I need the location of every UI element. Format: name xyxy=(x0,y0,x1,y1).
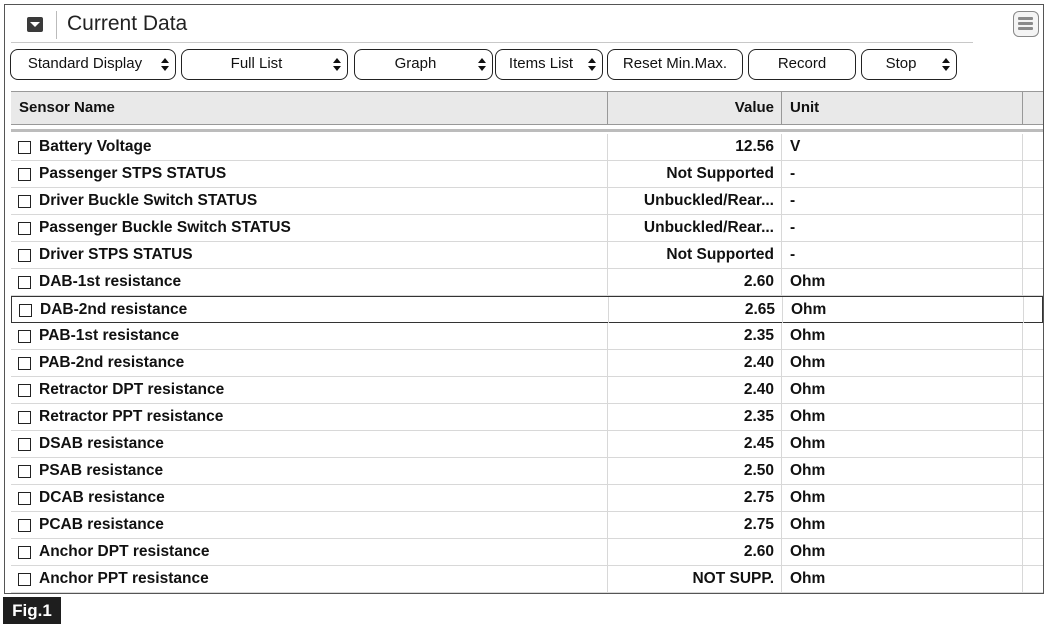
column-divider xyxy=(1022,485,1023,511)
column-divider xyxy=(781,188,782,214)
sensor-name: DAB-2nd resistance xyxy=(40,301,188,318)
sensor-name: Driver Buckle Switch STATUS xyxy=(39,192,258,209)
graph-label: Graph xyxy=(394,55,437,72)
column-divider xyxy=(608,297,609,323)
row-checkbox[interactable] xyxy=(18,195,31,208)
sensor-unit: - xyxy=(790,246,796,263)
table-row[interactable] xyxy=(11,431,1043,458)
row-checkbox[interactable] xyxy=(18,492,31,505)
sensor-value: 2.50 xyxy=(743,462,774,479)
sensor-unit: Ohm xyxy=(790,489,826,506)
reset-minmax-label: Reset Min.Max. xyxy=(622,55,728,72)
stop-select[interactable] xyxy=(861,49,957,80)
column-divider xyxy=(781,458,782,484)
sensor-value: Unbuckled/Rear... xyxy=(643,219,774,236)
row-checkbox[interactable] xyxy=(18,330,31,343)
sensor-unit: Ohm xyxy=(790,462,826,479)
row-checkbox[interactable] xyxy=(18,438,31,451)
sensor-value: 2.45 xyxy=(743,435,774,452)
row-checkbox[interactable] xyxy=(18,573,31,586)
collapse-triangle-icon[interactable] xyxy=(27,17,43,32)
panel-title-bar xyxy=(5,5,1043,45)
column-divider[interactable] xyxy=(607,92,608,124)
column-divider xyxy=(607,323,608,349)
figure-label: Fig.1 xyxy=(3,597,61,624)
sensor-name: Passenger STPS STATUS xyxy=(39,165,227,182)
graph-select[interactable] xyxy=(354,49,493,80)
toolbar xyxy=(10,49,1010,82)
column-divider xyxy=(607,215,608,241)
panel-title: Current Data xyxy=(67,12,188,35)
column-divider xyxy=(1022,242,1023,268)
row-checkbox[interactable] xyxy=(18,384,31,397)
title-separator xyxy=(56,11,57,39)
column-divider xyxy=(1022,404,1023,430)
sensor-unit: - xyxy=(790,192,796,209)
sensor-unit: Ohm xyxy=(790,381,826,398)
sensor-name: Anchor DPT resistance xyxy=(39,543,210,560)
column-divider xyxy=(781,485,782,511)
column-divider xyxy=(781,431,782,457)
column-divider xyxy=(781,377,782,403)
table-row[interactable] xyxy=(11,296,1043,323)
table-header xyxy=(11,91,1043,125)
sensor-name: PAB-2nd resistance xyxy=(39,354,185,371)
sensor-value: 2.65 xyxy=(744,301,775,318)
sensor-name: Anchor PPT resistance xyxy=(39,570,209,587)
sensor-unit: Ohm xyxy=(790,354,826,371)
column-divider[interactable] xyxy=(1022,92,1023,124)
sensor-unit: Ohm xyxy=(790,327,826,344)
sensor-name: Retractor DPT resistance xyxy=(39,381,225,398)
sensor-name: Driver STPS STATUS xyxy=(39,246,193,263)
column-divider xyxy=(607,539,608,565)
sensor-value: NOT SUPP. xyxy=(692,570,774,587)
column-divider xyxy=(781,323,782,349)
updown-arrows-icon xyxy=(478,58,486,72)
sensor-value: Not Supported xyxy=(666,165,774,182)
column-divider xyxy=(607,377,608,403)
sensor-list xyxy=(11,134,1043,594)
full-list-label: Full List xyxy=(230,55,283,72)
record-button[interactable] xyxy=(748,49,856,80)
row-checkbox[interactable] xyxy=(18,168,31,181)
column-divider xyxy=(607,350,608,376)
sensor-unit: Ohm xyxy=(790,435,826,452)
title-divider xyxy=(11,42,973,43)
table-row[interactable] xyxy=(11,485,1043,512)
sensor-value: 2.60 xyxy=(743,543,774,560)
column-divider xyxy=(1022,377,1023,403)
table-row[interactable] xyxy=(11,323,1043,350)
column-divider xyxy=(607,512,608,538)
reset-minmax-button[interactable] xyxy=(607,49,743,80)
sensor-value: 2.35 xyxy=(743,408,774,425)
sensor-unit: V xyxy=(790,138,801,155)
row-checkbox[interactable] xyxy=(18,276,31,289)
column-divider xyxy=(1022,566,1023,592)
column-divider xyxy=(1022,161,1023,187)
items-list-label: Items List xyxy=(508,55,574,72)
sensor-name: PSAB resistance xyxy=(39,462,164,479)
table-row[interactable] xyxy=(11,458,1043,485)
sensor-value: 2.75 xyxy=(743,489,774,506)
column-divider xyxy=(607,431,608,457)
column-divider xyxy=(1022,269,1023,295)
header-value[interactable]: Value xyxy=(734,99,774,116)
current-data-panel xyxy=(4,4,1044,594)
table-row[interactable] xyxy=(11,404,1043,431)
sensor-name: PAB-1st resistance xyxy=(39,327,180,344)
table-row[interactable] xyxy=(11,377,1043,404)
menu-lines-icon[interactable] xyxy=(1013,11,1039,37)
header-unit[interactable]: Unit xyxy=(790,99,820,116)
table-row[interactable] xyxy=(11,350,1043,377)
sensor-name: Retractor PPT resistance xyxy=(39,408,224,425)
column-divider xyxy=(607,242,608,268)
column-divider xyxy=(1022,539,1023,565)
row-checkbox[interactable] xyxy=(18,141,31,154)
table-row[interactable] xyxy=(11,539,1043,566)
column-divider xyxy=(1022,134,1023,160)
header-divider xyxy=(11,129,1043,132)
sensor-value: 2.35 xyxy=(743,327,774,344)
column-divider xyxy=(607,134,608,160)
sensor-name: DCAB resistance xyxy=(39,489,165,506)
full-list-select[interactable] xyxy=(181,49,348,80)
row-checkbox[interactable] xyxy=(18,249,31,262)
column-divider xyxy=(781,350,782,376)
column-divider xyxy=(781,134,782,160)
row-checkbox[interactable] xyxy=(19,304,32,317)
column-divider xyxy=(1022,323,1023,349)
sensor-value: 2.60 xyxy=(743,273,774,290)
sensor-value: 2.75 xyxy=(743,516,774,533)
sensor-unit: - xyxy=(790,165,796,182)
column-divider xyxy=(1022,188,1023,214)
table-row[interactable] xyxy=(11,566,1043,593)
column-divider xyxy=(1022,215,1023,241)
sensor-unit: Ohm xyxy=(790,273,826,290)
column-divider xyxy=(607,188,608,214)
sensor-value: Not Supported xyxy=(666,246,774,263)
row-checkbox[interactable] xyxy=(18,411,31,424)
sensor-value: Unbuckled/Rear... xyxy=(643,192,774,209)
column-divider xyxy=(781,161,782,187)
table-row[interactable] xyxy=(11,161,1043,188)
row-checkbox[interactable] xyxy=(18,222,31,235)
row-checkbox[interactable] xyxy=(18,519,31,532)
table-row[interactable] xyxy=(11,269,1043,296)
sensor-value: 2.40 xyxy=(743,381,774,398)
updown-arrows-icon xyxy=(588,58,596,72)
sensor-name: PCAB resistance xyxy=(39,516,164,533)
table-row[interactable] xyxy=(11,188,1043,215)
sensor-unit: Ohm xyxy=(791,301,827,318)
sensor-unit: - xyxy=(790,219,796,236)
items-list-select[interactable] xyxy=(495,49,603,80)
column-divider xyxy=(781,404,782,430)
row-checkbox[interactable] xyxy=(18,357,31,370)
record-label: Record xyxy=(777,55,827,72)
sensor-unit: Ohm xyxy=(790,516,826,533)
column-divider xyxy=(781,215,782,241)
column-divider xyxy=(782,297,783,323)
column-divider xyxy=(781,566,782,592)
column-divider xyxy=(1022,350,1023,376)
sensor-name: Passenger Buckle Switch STATUS xyxy=(39,219,291,236)
sensor-unit: Ohm xyxy=(790,408,826,425)
column-divider xyxy=(607,566,608,592)
sensor-unit: Ohm xyxy=(790,570,826,587)
column-divider xyxy=(781,269,782,295)
sensor-name: Battery Voltage xyxy=(39,138,152,155)
column-divider xyxy=(781,512,782,538)
column-divider xyxy=(607,485,608,511)
column-divider xyxy=(607,161,608,187)
column-divider xyxy=(1022,431,1023,457)
table-row[interactable] xyxy=(11,512,1043,539)
sensor-name: DSAB resistance xyxy=(39,435,164,452)
sensor-value: 2.40 xyxy=(743,354,774,371)
column-divider xyxy=(781,242,782,268)
table-row[interactable] xyxy=(11,134,1043,161)
sensor-unit: Ohm xyxy=(790,543,826,560)
table-row[interactable] xyxy=(11,242,1043,269)
sensor-name: DAB-1st resistance xyxy=(39,273,182,290)
column-divider xyxy=(607,458,608,484)
sensor-value: 12.56 xyxy=(735,138,774,155)
standard-display-label: Standard Display xyxy=(27,55,143,72)
column-divider xyxy=(607,269,608,295)
updown-arrows-icon xyxy=(333,58,341,72)
updown-arrows-icon xyxy=(161,58,169,72)
row-checkbox[interactable] xyxy=(18,546,31,559)
column-divider xyxy=(1022,512,1023,538)
table-row[interactable] xyxy=(11,215,1043,242)
header-sensor-name[interactable]: Sensor Name xyxy=(19,99,115,116)
column-divider xyxy=(781,539,782,565)
column-divider xyxy=(607,404,608,430)
row-checkbox[interactable] xyxy=(18,465,31,478)
stop-label: Stop xyxy=(885,55,917,72)
column-divider xyxy=(1023,297,1024,323)
standard-display-select[interactable] xyxy=(10,49,176,80)
updown-arrows-icon xyxy=(942,58,950,72)
column-divider xyxy=(1022,458,1023,484)
column-divider[interactable] xyxy=(781,92,782,124)
